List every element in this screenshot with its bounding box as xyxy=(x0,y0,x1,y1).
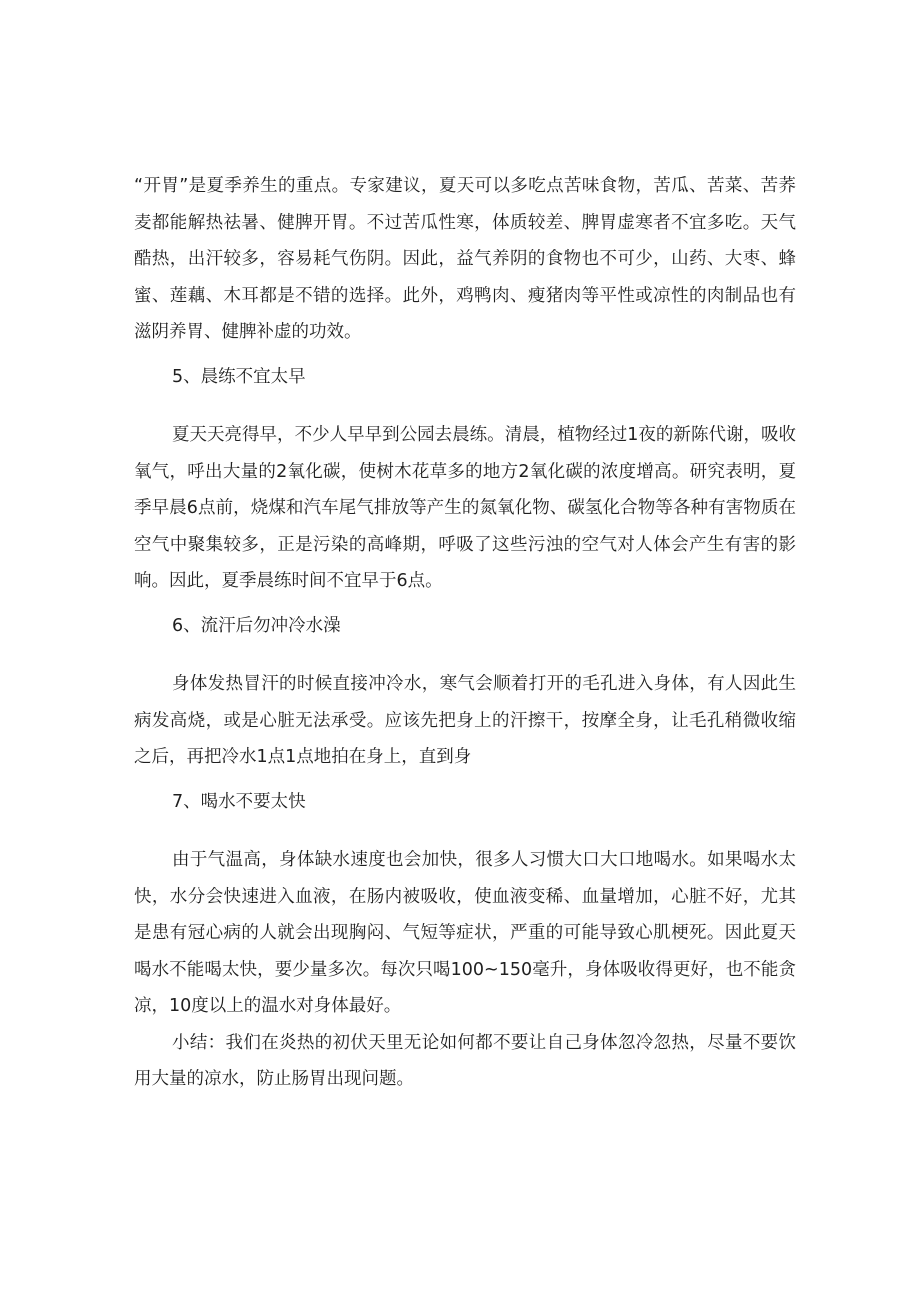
paragraph-summary: 小结：我们在炎热的初伏天里无论如何都不要让自己身体忽冷忽热，尽量不要饮用大量的凉水，防止肠胃出现问题。 xyxy=(134,1032,796,1089)
paragraph-drinking-water: 由于气温高，身体缺水速度也会加快，很多人习惯大口大口地喝水。如果喝水太快，水分会快速进入血液，在肠内被吸收，使血液变稀、血量增加，心脏不好，尤其是患有冠心病的人就会出现胸闷、气短等症状，严重的可能导致心肌梗死。因此夏天喝水不能喝太快，要少量多次。每次只喝100~150毫升，身体吸收得更好，也不能贪凉，10度以上的温水对身体最好。 xyxy=(134,850,796,1016)
section-heading-drinking-water: 7、喝水不要太快 xyxy=(172,791,306,812)
section-heading-cold-shower: 6、流汗后勿冲冷水澡 xyxy=(172,615,341,636)
paragraph-appetite: “开胃”是夏季养生的重点。专家建议，夏天可以多吃点苦味食物，苦瓜、苦菜、苦荞麦都能解热祛暑、健脾开胃。不过苦瓜性寒，体质较差、脾胃虚寒者不宜多吃。天气酷热，出汗较多，容易耗气伤阴。因此，益气养阴的食物也不可少，山药、大枣、蜂蜜、莲藕、木耳都是不错的选择。此外，鸡鸭肉、瘦猪肉等平性或凉性的肉制品也有滋阴养胃、健脾补虚的功效。 xyxy=(134,176,796,342)
paragraph-cold-shower: 身体发热冒汗的时候直接冲冷水，寒气会顺着打开的毛孔进入身体，有人因此生病发高烧，或是心脏无法承受。应该先把身上的汗擦干，按摩全身，让毛孔稍微收缩之后，再把冷水1点1点地拍在身上，直到身 xyxy=(134,674,796,767)
document-body xyxy=(134,168,796,1098)
section-heading-morning-exercise: 5、晨练不宜太早 xyxy=(172,366,306,387)
paragraph-morning-exercise: 夏天天亮得早，不少人早早到公园去晨练。清晨，植物经过1夜的新陈代谢，吸收氧气，呼出大量的2氧化碳，使树木花草多的地方2氧化碳的浓度增高。研究表明，夏季早晨6点前，烧煤和汽车尾气排放等产生的氮氧化物、碳氢化合物等各种有害物质在空气中聚集较多，正是污染的高峰期，呼吸了这些污浊的空气对人体会产生有害的影响。因此，夏季晨练时间不宜早于6点。 xyxy=(134,425,796,591)
